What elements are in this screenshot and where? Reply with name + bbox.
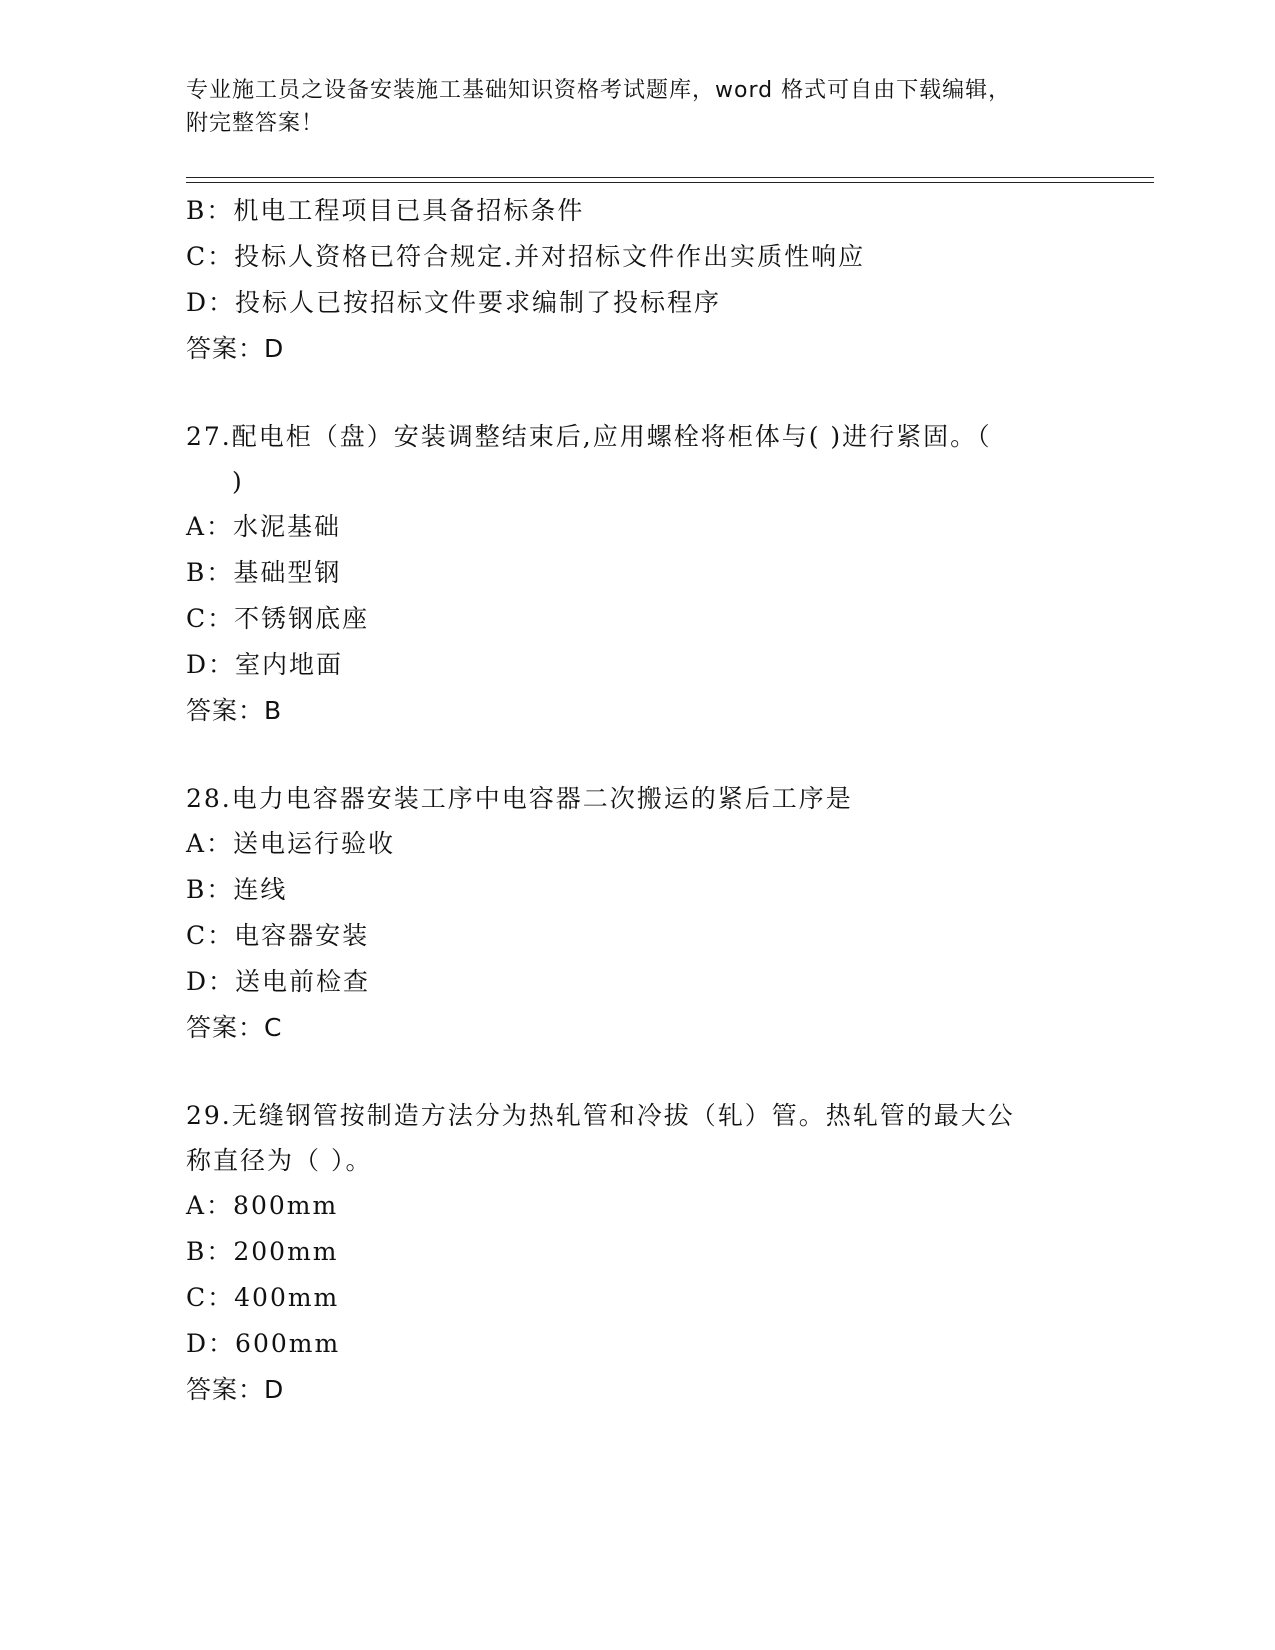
- header-rule-bottom: [186, 182, 1154, 183]
- header-rule-top: [186, 177, 1154, 178]
- question-text-line-2: 称直径为（ ）。: [186, 1146, 373, 1175]
- option-c: C：不锈钢底座: [186, 604, 370, 633]
- question-text-line-2: ): [232, 467, 244, 496]
- question-text-line-1: 28.电力电容器安装工序中电容器二次搬运的紧后工序是: [186, 784, 853, 813]
- answer-line: 答案：D: [186, 1375, 285, 1404]
- question-26-tail: [186, 188, 1086, 372]
- question-text: [186, 1093, 1086, 1183]
- option-b: B：机电工程项目已具备招标条件: [186, 196, 585, 225]
- question-27: [186, 414, 1086, 734]
- option-b: B：基础型钢: [186, 558, 342, 587]
- option-c: C：400mm: [186, 1283, 340, 1312]
- question-text-line-1: 27.配电柜（盘）安装调整结束后,应用螺栓将柜体与( )进行紧固。（: [186, 422, 992, 451]
- question-29: [186, 1093, 1086, 1413]
- answer-line: 答案：B: [186, 696, 283, 725]
- question-text: [186, 414, 1086, 504]
- option-c: C：投标人资格已符合规定.并对招标文件作出实质性响应: [186, 242, 866, 271]
- option-d: D：600mm: [186, 1329, 341, 1358]
- option-c: C：电容器安装: [186, 921, 370, 950]
- option-d: D：室内地面: [186, 650, 344, 679]
- header-line-1: 专业施工员之设备安装施工基础知识资格考试题库，word 格式可自由下载编辑，: [186, 78, 1012, 103]
- option-a: A：水泥基础: [186, 512, 342, 541]
- option-a: A：送电运行验收: [186, 829, 396, 858]
- option-b: B：200mm: [186, 1237, 339, 1266]
- question-text: [186, 776, 1086, 821]
- answer-line: 答案：C: [186, 1013, 283, 1042]
- answer-line: 答案：D: [186, 334, 285, 363]
- header-line-2: 附完整答案！: [186, 111, 325, 136]
- question-text-line-1: 29.无缝钢管按制造方法分为热轧管和冷拔（轧）管。热轧管的最大公: [186, 1101, 1015, 1130]
- document-body: [186, 188, 1086, 1413]
- document-header: [186, 74, 1066, 140]
- option-d: D：投标人已按招标文件要求编制了投标程序: [186, 288, 722, 317]
- option-a: A：800mm: [186, 1191, 339, 1220]
- option-d: D：送电前检查: [186, 967, 371, 996]
- question-28: [186, 776, 1086, 1051]
- option-b: B：连线: [186, 875, 288, 904]
